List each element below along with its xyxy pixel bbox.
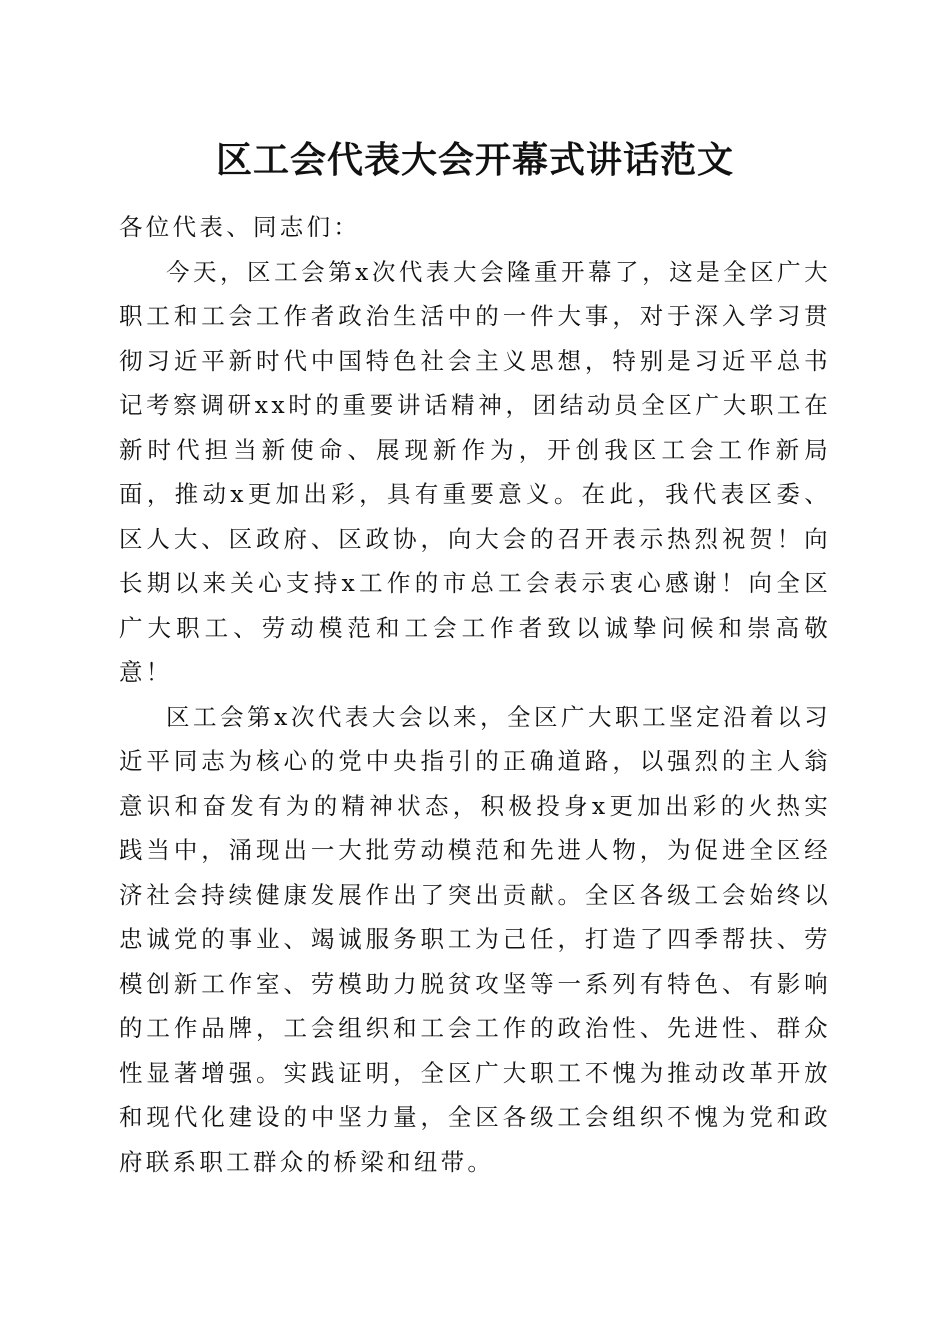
paragraph-1: 今天，区工会第x次代表大会隆重开幕了，这是全区广大职工和工会工作者政治生活中的一件大事，对于深入学习贯彻习近平新时代中国特色社会主义思想，特别是习近平总书记考察调研xx时的重要讲话精神，团结动员全区广大职工在新时代担当新使命、展现新作为，开创我区工会工作新局面，推动x更加出彩，具有重要意义。在此，我代表区委、区人大、区政府、区政协，向大会的召开表示热烈祝贺！向长期以来关心支持x工作的市总工会表示衷心感谢！向全区广大职工、劳动模范和工会工作者致以诚挚问候和崇高敬意！ (119, 257, 831, 686)
paragraph-2: 区工会第x次代表大会以来，全区广大职工坚定沿着以习近平同志为核心的党中央指引的正确道路，以强烈的主人翁意识和奋发有为的精神状态，积极投身x更加出彩的火热实践当中，涌现出一大批劳动模范和先进人物，为促进全区经济社会持续健康发展作出了突出贡献。全区各级工会始终以忠诚党的事业、竭诚服务职工为己任，打造了四季帮扶、劳模创新工作室、劳模助力脱贫攻坚等一系列有特色、有影响的工作品牌，工会组织和工会工作的政治性、先进性、群众性显著增强。实践证明，全区广大职工不愧为推动改革开放和现代化建设的中坚力量，全区各级工会组织不愧为党和政府联系职工群众的桥梁和纽带。 (119, 702, 831, 1176)
document-title: 区工会代表大会开幕式讲话范文 (215, 139, 734, 181)
salutation: 各位代表、同志们： (119, 213, 361, 241)
document-body (119, 205, 831, 1184)
